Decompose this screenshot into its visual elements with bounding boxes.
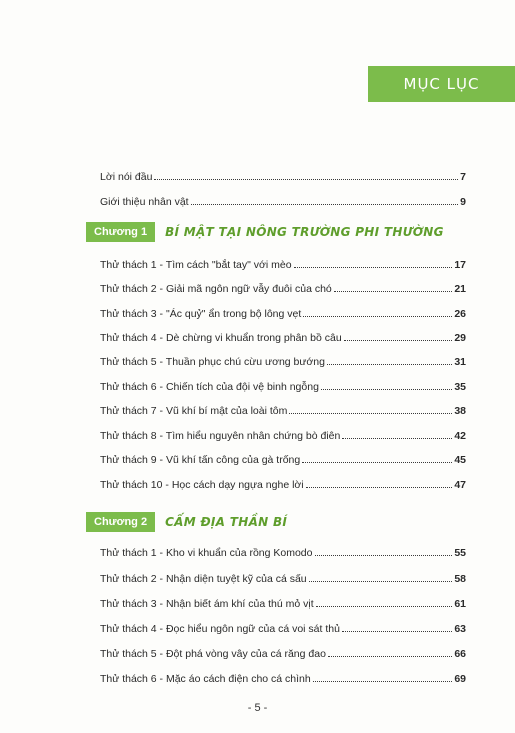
toc-entry-page: 26 (454, 308, 466, 320)
dot-leader (303, 307, 452, 317)
toc-entry[interactable] (100, 331, 466, 345)
dot-leader (309, 572, 453, 582)
toc-entry-page: 55 (454, 547, 466, 559)
toc-entry[interactable] (100, 282, 466, 296)
toc-entry[interactable] (100, 380, 466, 394)
toc-entry-page: 45 (454, 454, 466, 466)
toc-entry-page: 35 (454, 381, 466, 393)
dot-leader (342, 429, 452, 439)
chapter-title: BÍ MẬT TẠI NÔNG TRƯỜNG PHI THƯỜNG (165, 225, 444, 239)
toc-entry-title: Thử thách 5 - Đột phá vòng vây của cá răng đao (100, 648, 326, 660)
toc-entry-page: 38 (454, 405, 466, 417)
dot-leader (327, 355, 452, 365)
toc-entry[interactable] (100, 404, 466, 418)
chapter-2-heading (86, 512, 287, 532)
toc-entry-page: 17 (454, 259, 466, 271)
toc-entry[interactable] (100, 672, 466, 686)
toc-entry-title: Thử thách 7 - Vũ khí bí mật của loài tôm (100, 405, 288, 417)
toc-entry-page: 47 (454, 479, 466, 491)
toc-header-title: MỤC LỤC (403, 75, 480, 93)
toc-entry[interactable] (100, 258, 466, 272)
toc-entry-title: Thử thách 6 - Mặc áo cách điện cho cá chình (100, 673, 311, 685)
toc-entry-title: Thử thách 10 - Học cách dạy ngựa nghe lời (100, 479, 304, 491)
toc-entry-title: Lời nói đầu (100, 171, 153, 183)
toc-entry-title: Thử thách 2 - Nhận diện tuyệt kỹ của cá sấu (100, 573, 307, 585)
page-number: - 5 - (247, 702, 268, 714)
dot-leader (344, 331, 453, 341)
toc-entry[interactable] (100, 597, 466, 611)
toc-entry-characters[interactable] (100, 195, 466, 209)
dot-leader (191, 195, 459, 205)
toc-entry-page: 9 (460, 196, 466, 208)
toc-entry-page: 29 (454, 332, 466, 344)
chapter-badge: Chương 2 (86, 512, 155, 532)
chapter-1-heading (86, 222, 444, 242)
toc-entry-title: Thử thách 4 - Đọc hiểu ngôn ngữ của cá voi sát thủ (100, 623, 340, 635)
dot-leader (294, 258, 453, 268)
chapter-title: CẤM ĐỊA THẦN BÍ (165, 515, 288, 529)
toc-entry-preface[interactable] (100, 170, 466, 184)
toc-entry[interactable] (100, 453, 466, 467)
toc-entry[interactable] (100, 622, 466, 636)
toc-entry[interactable] (100, 647, 466, 661)
toc-entry-title: Thử thách 1 - Tìm cách "bắt tay" với mèo (100, 259, 292, 271)
toc-entry[interactable] (100, 355, 466, 369)
toc-entry-page: 58 (454, 573, 466, 585)
toc-entry-title: Thử thách 8 - Tìm hiểu nguyên nhân chứng bò điên (100, 430, 341, 442)
toc-entry-title: Thử thách 2 - Giải mã ngôn ngữ vẫy đuôi của chó (100, 283, 332, 295)
toc-entry-page: 31 (454, 356, 466, 368)
toc-entry-title: Thử thách 5 - Thuần phục chú cừu ương bướng (100, 356, 325, 368)
dot-leader (306, 478, 453, 488)
toc-entry-page: 66 (454, 648, 466, 660)
toc-entry-page: 21 (454, 283, 466, 295)
dot-leader (342, 622, 452, 632)
dot-leader (321, 380, 452, 390)
dot-leader (313, 672, 453, 682)
chapter-badge: Chương 1 (86, 222, 155, 242)
toc-entry[interactable] (100, 478, 466, 492)
toc-entry-title: Thử thách 9 - Vũ khí tấn công của gà trống (100, 454, 301, 466)
toc-entry-title: Thử thách 1 - Kho vi khuẩn của rồng Komodo (100, 547, 313, 559)
toc-entry-page: 63 (454, 623, 466, 635)
toc-header (368, 66, 515, 102)
toc-entry[interactable] (100, 429, 466, 443)
dot-leader (334, 282, 453, 292)
toc-entry-page: 42 (454, 430, 466, 442)
toc-entry-title: Thử thách 3 - "Ác quỷ" ẩn trong bộ lông vẹt (100, 308, 302, 320)
toc-entry-page: 7 (460, 171, 466, 183)
toc-entry-page: 61 (454, 598, 466, 610)
toc-entry-title: Thử thách 4 - Dè chừng vi khuẩn trong phân bồ câu (100, 332, 342, 344)
toc-entry[interactable] (100, 572, 466, 586)
toc-entry-title: Thử thách 3 - Nhận biết ám khí của thú mỏ vịt (100, 598, 314, 610)
toc-entry[interactable] (100, 307, 466, 321)
toc-entry[interactable] (100, 546, 466, 560)
dot-leader (316, 597, 453, 607)
dot-leader (154, 170, 458, 180)
dot-leader (302, 453, 452, 463)
toc-entry-title: Thử thách 6 - Chiến tích của đội vệ binh ngỗng (100, 381, 319, 393)
toc-entry-title: Giới thiệu nhân vật (100, 196, 189, 208)
dot-leader (328, 647, 452, 657)
toc-entry-page: 69 (454, 673, 466, 685)
dot-leader (315, 546, 453, 556)
dot-leader (289, 404, 452, 414)
